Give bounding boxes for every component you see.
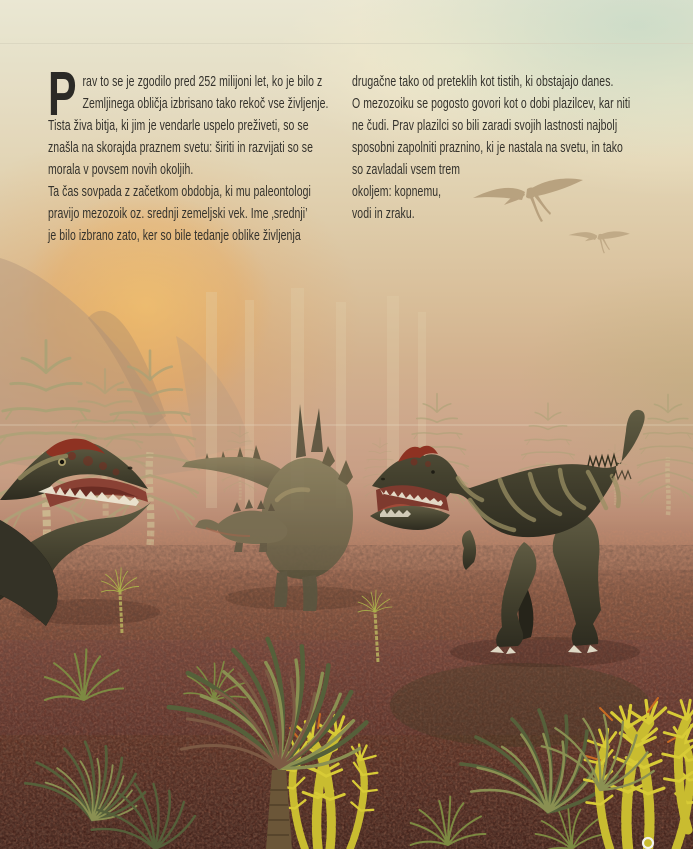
text-line: Ta čas sovpada z začetkom obdobja, ki mu paleontologi [48, 183, 311, 200]
intro-text-left-column [48, 60, 338, 247]
text-line: morala v povsem novih okoljih. [48, 161, 194, 178]
intro-text-right-column [352, 71, 642, 225]
sky-band-line [0, 43, 693, 44]
text-line: pravijo mezozoik oz. srednji zemeljski vek. Ime ‚srednji’ [48, 205, 308, 222]
text-line: ne čudi. Prav plazilci so bili zaradi svojih lastnosti najbolj [352, 117, 618, 134]
text-line: vodi in zraku. [352, 205, 415, 222]
text-line: Zemljinega obličja izbrisano tako rekoč vse življenje. [82, 95, 329, 112]
haze-line [0, 424, 693, 426]
text-line: znašla na skorajda praznem svetu: širiti in razvijati so se [48, 139, 314, 156]
pterosaur-small [567, 224, 630, 256]
text-line: okoljem: kopnemu, [352, 183, 442, 200]
text-line: O mezozoiku se pogosto govori kot o dobi plazilcev, kar niti [352, 95, 631, 112]
drop-cap: P [48, 60, 77, 129]
text-line: drugačne tako od preteklih kot tistih, ki obstajajo danes. [352, 73, 614, 90]
text-line: je bilo izbrano zato, ker so bile tedanje oblike življenja [48, 227, 301, 244]
text-line: sposobni zapolniti praznino, ki je nastala na svetu, in tako [352, 139, 623, 156]
text-line: Tista živa bitja, ki jim je vendarle uspelo preživeti, so se [48, 117, 309, 134]
text-line: so zavladali vsem trem [352, 161, 461, 178]
text-line: rav to se je zgodilo pred 252 milijoni let, ko je bilo z [82, 73, 323, 90]
